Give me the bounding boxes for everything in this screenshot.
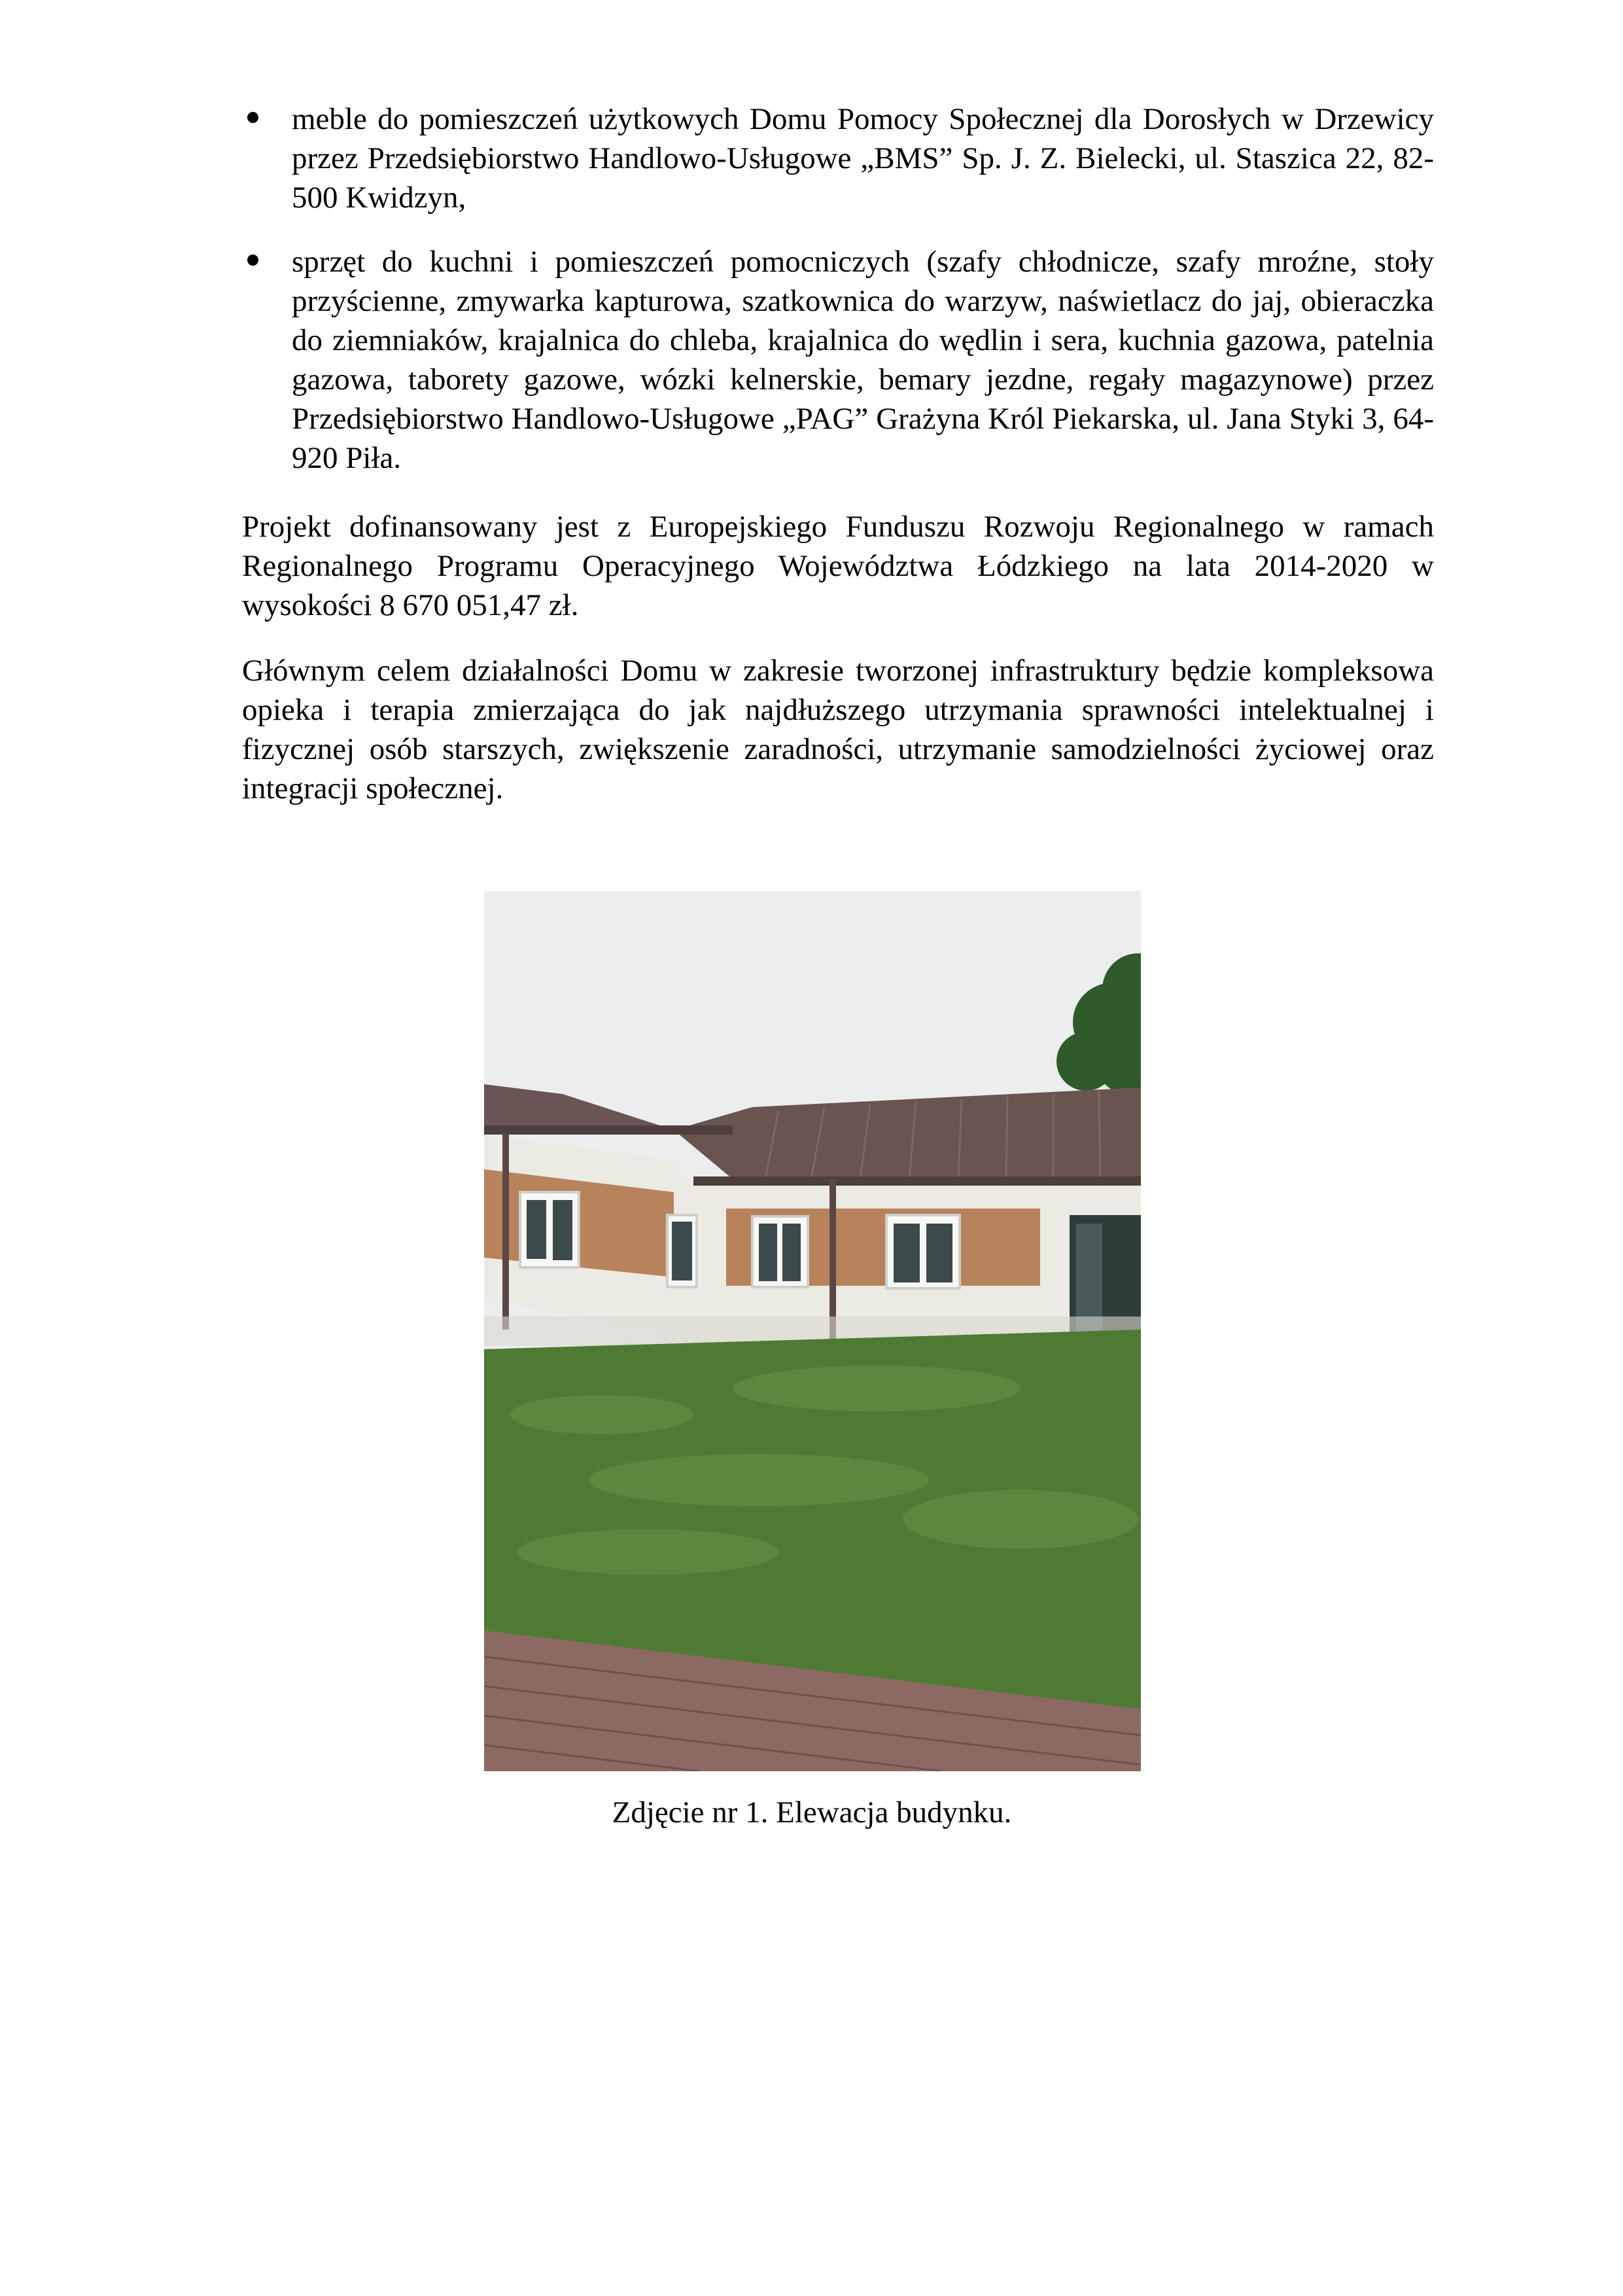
list-item-text: meble do pomieszczeń użytkowych Domu Pomocy Społecznej dla Dorosłych w Drzewicy przez Przedsiębiorstwo Handlowo-Usługowe „BMS” Sp. J. Z. Bielecki, ul. Staszica 22, 82-500 Kwidzyn, <box>292 102 1434 215</box>
list-item <box>242 99 1434 217</box>
list-item-text: sprzęt do kuchni i pomieszczeń pomocniczych (szafy chłodnicze, szafy mroźne, stoły przyścienne, zmywarka kapturowa, szatkownica do warzyw, naświetlacz do jaj, obieraczka do ziemniaków, krajalnica do chleba, krajalnica do wędlin i sera, kuchnia gazowa, patelnia gazowa, taborety gazowe, wózki kelnerskie, bemary jezdne, regały magazynowe) przez Przedsiębiorstwo Handlowo-Usługowe „PAG” Grażyna Król Piekarska, ul. Jana Styki 3, 64-920 Piła. <box>292 245 1434 475</box>
goal-paragraph: Głównym celem działalności Domu w zakresie tworzonej infrastruktury będzie kompleksowa opieka i terapia zmierzająca do jak najdłuższego utrzymania sprawności intelektualnej i fizycznej osób starszych, zwiększenie zaradności, utrzymanie samodzielności życiowej oraz integracji społecznej. <box>242 654 1434 805</box>
photo-caption: Zdjęcie nr 1. Elewacja budynku. <box>612 1795 1012 1829</box>
bullet-icon <box>247 112 258 123</box>
building-photo <box>484 891 1141 1771</box>
list-item <box>242 242 1434 478</box>
bullet-icon <box>247 255 258 266</box>
funding-paragraph: Projekt dofinansowany jest z Europejskiego Funduszu Rozwoju Regionalnego w ramach Regionalnego Programu Operacyjnego Województwa Łódzkiego na lata 2014-2020 w wysokości 8 670 051,47 zł. <box>242 510 1434 622</box>
building-elevation-image <box>484 891 1141 1771</box>
bullet-list <box>242 99 1434 503</box>
